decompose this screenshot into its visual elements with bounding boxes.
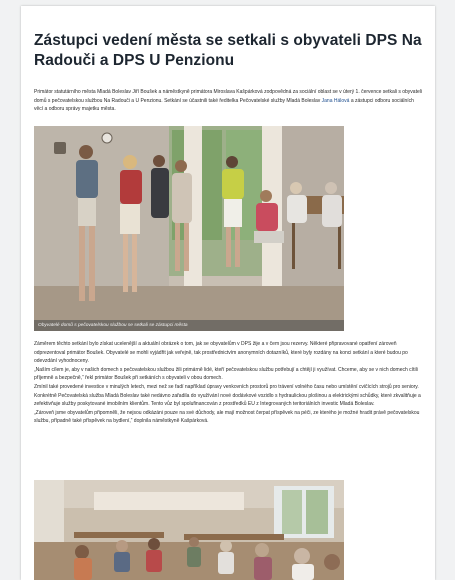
article-page — [21, 6, 435, 580]
article-paragraph: „Naším cílem je, aby v našich domech s pečovatelskou službou žili primárně lidé, kteří pečovatelskou službu potřebují a chtějí ji využívat. Chceme, aby se v nich domech cítili příjemně a bezpečně,“ řekl primátor Boušek při setkáních s obyvateli v obou domech. — [34, 366, 418, 382]
photo-caption: Obyvatelé domů s pečovatelskou službou se setkali se zástupci města — [34, 320, 344, 331]
article-paragraph: Zmínil také provedené investice v minulých letech, mezi než se řadí například úpravy venkovních prostorů pro trávení volného času nebo umístění cvičících strojů pro seniory. — [34, 383, 419, 390]
meeting-photo-2 — [34, 480, 344, 580]
article-paragraph: Záměrem těchto setkání bylo získat ucelenější a aktuální obrázek o tom, jak se obyvatelům v DPS žije a v čem jsou rezervy. Některé připravované opatření zároveň odprezentoval primátor Boušek. Obyvatelé se mohli vyjádřit jak veřejně, tak prostřednictvím anonymních dotazníků, které byly rozdány na konci setkání a které budou po odevzdání vyhodnoceny. — [34, 341, 408, 365]
meeting-photo-1 — [34, 126, 344, 331]
article-paragraph: „Zároveň jsme obyvatelům připomněli, že nejsou odkázáni pouze na své důchody, ale mají možnost čerpat příspěvek na péči, ze kterého je možné hradit právě pečovatelskou službu, případně také příspěvek na bydlení,“ doplnila náměstkyně Kašpárková. — [34, 409, 420, 425]
article-paragraph: Konkrétně Pečovatelská služba Mladá Boleslav také nedávno zařadila do využívání nové dodávkové vozidlo s hydraulickou plošinou a elektrickými schůdky, které zkvalitňuje a zefektivňuje služby poskytované imobilním klientům. Tento vůz byl spolufinancován z prostředků EU z Integrovaných teritoriálních investic Mladá Boleslav. — [34, 392, 421, 408]
meeting-photo-1-image — [34, 126, 344, 331]
lead-name-link[interactable]: Jana Hálová — [321, 97, 350, 104]
lead-text-start: Primátor statutárního města Mladá Boleslav Jiří Boušek a náměstkyně primátora Miroslava Kašpárková zodpovědná za sociální oblast se v úterý 1. července setkali s obyvateli domů s pečovatelskou službou Na Radouči a U Penzionu. Setkání se účastnili také ředitelka Pečovatelské služby Mladá Boleslav — [34, 89, 422, 104]
meeting-photo-2-image — [34, 480, 344, 580]
article-lead — [34, 88, 422, 114]
lead-text-end: a zástupci odboru sociálních věcí a odboru správy majetku města. — [34, 97, 414, 113]
article-title: Zástupci vedení města se setkali s obyvateli DPS Na Radouči a DPS U Penzionu — [34, 32, 422, 69]
article-body — [34, 340, 422, 426]
